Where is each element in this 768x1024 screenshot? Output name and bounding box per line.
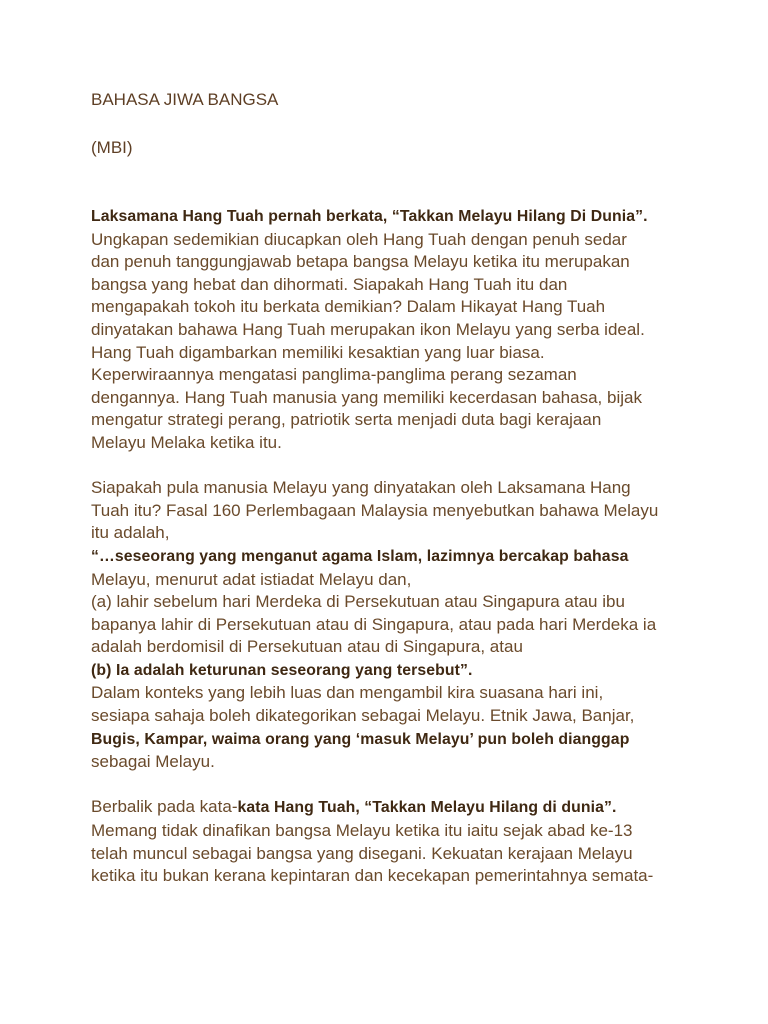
text-segment: dengannya. Hang Tuah manusia yang memiliki kecerdasan bahasa, bijak [91,387,642,407]
text-segment: Hang Tuah digambarkan memiliki kesaktian yang luar biasa. [91,342,545,362]
text-segment: mengapakah tokoh itu berkata demikian? Dalam Hikayat Hang Tuah [91,297,606,317]
text-segment: Siapakah pula manusia Melayu yang dinyatakan oleh Laksamana Hang [91,478,631,498]
text-line [91,659,711,683]
text-line [91,342,711,365]
text-line [91,296,711,319]
bold-text: (b) Ia adalah keturunan seseorang yang tersebut”. [91,661,473,679]
text-line [91,522,711,545]
text-line [91,409,711,432]
text-line [91,251,711,274]
paragraph [91,205,711,455]
text-line [91,545,711,569]
text-segment: Keperwiraannya mengatasi panglima-panglima perang sezaman [91,365,577,385]
text-segment: sesiapa sahaja boleh dikategorikan sebagai Melayu. Etnik Jawa, Banjar, [91,706,635,726]
text-line [91,364,711,387]
text-line [91,728,711,752]
bold-text: Bugis, Kampar, waima orang yang ‘masuk Melayu’ pun boleh dianggap [91,730,630,748]
text-segment: Melayu Melaka ketika itu. [91,432,282,452]
bold-text: “…seseorang yang menganut agama Islam, lazimnya bercakap bahasa [91,547,629,565]
text-line [91,387,711,410]
text-line [91,796,711,820]
text-line [91,432,711,455]
text-line [91,205,711,229]
text-segment: Melayu, menurut adat istiadat Melayu dan, [91,569,412,589]
text-segment: Dalam konteks yang lebih luas dan mengambil kira suasana hari ini, [91,683,604,703]
text-segment: dan penuh tanggungjawab betapa bangsa Melayu ketika itu merupakan [91,252,630,272]
text-line [91,569,711,592]
paragraph [91,477,711,774]
text-segment: Tuah itu? Fasal 160 Perlembagaan Malaysia menyebutkan bahawa Melayu [91,500,659,520]
text-segment: dinyatakan bahawa Hang Tuah merupakan ikon Melayu yang serba ideal. [91,319,645,339]
text-line [91,682,711,705]
text-line [91,591,711,614]
text-segment: ketika itu bukan kerana kepintaran dan kecekapan pemerintahnya semata- [91,866,654,886]
document-body [91,205,711,910]
document-subtitle: (MBI) [91,138,133,157]
text-line [91,843,711,866]
document-title: BAHASA JIWA BANGSA [91,90,279,109]
text-segment: bangsa yang hebat dan dihormati. Siapakah Hang Tuah itu dan [91,274,568,294]
text-line [91,500,711,523]
paragraph [91,796,711,887]
text-segment: Memang tidak dinafikan bangsa Melayu ketika itu iaitu sejak abad ke-13 [91,821,633,841]
text-line [91,319,711,342]
text-segment: mengatur strategi perang, patriotik serta menjadi duta bagi kerajaan [91,410,602,430]
text-line [91,705,711,728]
text-line [91,820,711,843]
text-line [91,477,711,500]
text-segment: (a) lahir sebelum hari Merdeka di Persekutuan atau Singapura atau ibu [91,592,625,612]
text-segment: sebagai Melayu. [91,752,215,772]
text-segment: Ungkapan sedemikian diucapkan oleh Hang Tuah dengan penuh sedar [91,229,627,249]
text-segment: telah muncul sebagai bangsa yang disegani. Kekuatan kerajaan Melayu [91,843,633,863]
text-line [91,274,711,297]
text-line [91,636,711,659]
text-line [91,751,711,774]
text-line [91,614,711,637]
text-segment: adalah berdomisil di Persekutuan atau di Singapura, atau [91,637,523,657]
text-line [91,865,711,888]
bold-text: kata Hang Tuah, “Takkan Melayu Hilang di dunia”. [237,799,617,817]
bold-text: Laksamana Hang Tuah pernah berkata, “Takkan Melayu Hilang Di Dunia”. [91,208,648,225]
text-segment: Berbalik pada kata- [91,797,238,817]
text-segment: bapanya lahir di Persekutuan atau di Singapura, atau pada hari Merdeka ia [91,614,657,634]
text-line [91,229,711,252]
text-segment: itu adalah, [91,523,170,543]
